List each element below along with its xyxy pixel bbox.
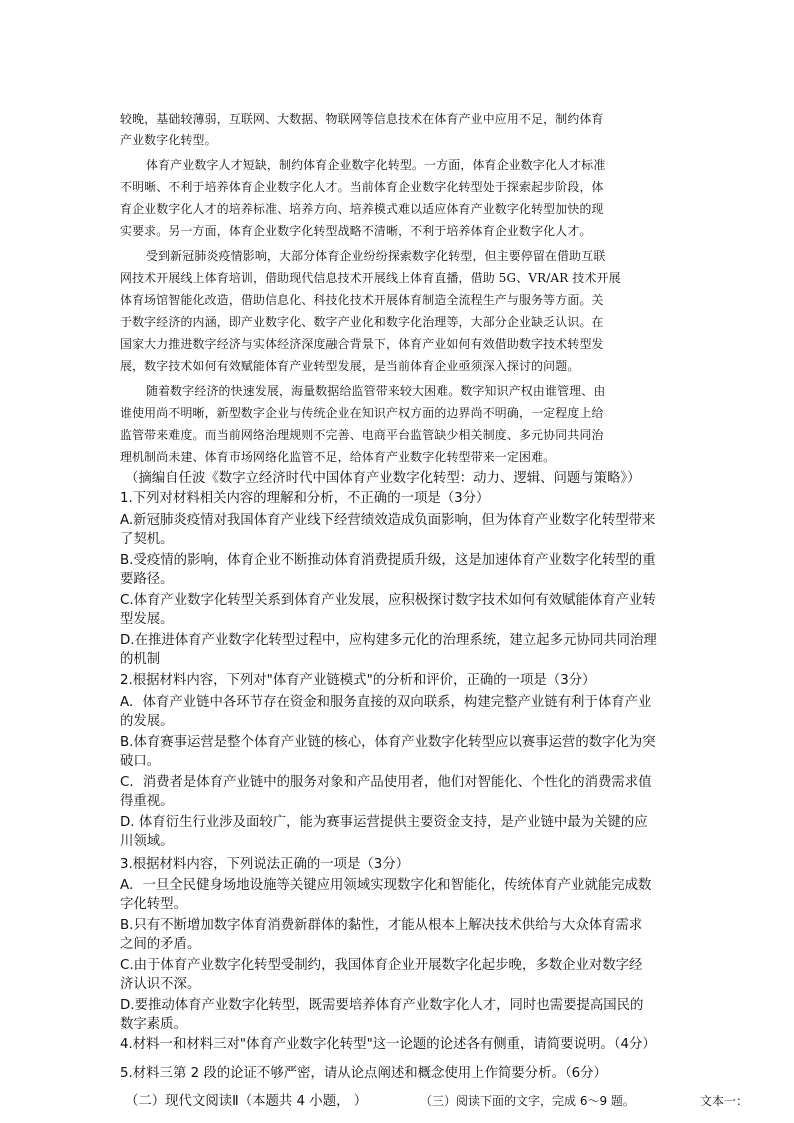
passage-line: 监管带来难度。而当前网络治理规则不完善、电商平台监管缺少相关制度、多元协同共同治 [120, 428, 604, 442]
question-2-option-a: 的发展。 [120, 714, 174, 729]
question-2-option-d: D. 体育衍生行业涉及面较广，能为赛事运营提供主要资金支持，是产业链中最为关键的应 [120, 815, 648, 830]
question-2-stem: 2.根据材料内容，下列对"体育产业链模式"的分析和评价，正确的一项是（3分） [120, 673, 596, 688]
passage-line: 体育场馆智能化改造，借助信息化、科技化技术开展体育制造全流程生产与服务等方面。关 [120, 293, 604, 307]
question-3-option-b: B.只有不断增加数字体育消费新群体的黏性，才能从根本上解决技术供给与大众体育需求 [120, 918, 643, 933]
passage-line: 产业数字化转型。 [120, 133, 217, 147]
question-1-option-b: 要路径。 [120, 572, 174, 587]
question-2-option-b: B.体育赛事运营是整个体育产业链的核心，体育产业数字化转型应以赛事运营的数字化为突 [120, 735, 656, 750]
source-citation: （摘编自任波《数字立经济时代中国体育产业数字化转型：动力、逻辑、问题与策略》） [125, 471, 641, 486]
question-3-option-c: C.由于体育产业数字化转型受制约，我国体育企业开展数字化起步晚，多数企业对数字经 [120, 958, 643, 973]
passage-line: 不明晰、不利于培养体育企业数字化人才。当前体育企业数字化转型处于探索起步阶段，体 [120, 180, 604, 194]
question-1-option-a: A.新冠肺炎疫情对我国体育产业线下经营绩效造成负面影响，但为体育产业数字化转型带来 [120, 513, 656, 528]
passage-line: 国家大力推进数字经济与实体经济深度融合背景下，体育产业如何有效借助数字技术转型发 [120, 337, 604, 351]
question-2-option-b: 破口。 [120, 754, 161, 769]
question-1-stem: 1.下列对材料相关内容的理解和分析，不正确的一项是（3分） [120, 491, 490, 506]
passage-line: 理机制尚未建、体育市场网络化监管不足，给体育产业数字化转型带来一定困难。 [120, 450, 556, 464]
question-2-option-d: 川领域。 [120, 834, 174, 849]
question-2-option-a: A．体育产业链中各环节存在资金和服务直接的双向联系，构建完整产业链有利于体育产业 [120, 695, 652, 710]
section-2-heading: （二）现代文阅读Ⅱ（本题共 4 小题， ） [125, 1094, 368, 1109]
question-3-option-d: D.要推动体育产业数字化转型，既需要培养体育产业数字化人才，同时也需要提高国民的 [120, 998, 644, 1013]
question-3-option-c: 济认识不深。 [120, 977, 201, 992]
question-3-option-b: 之间的矛盾。 [120, 937, 201, 952]
passage-line: 谁使用尚不明晰，新型数字企业与传统企业在知识产权方面的边界尚不明确，一定程度上给 [120, 406, 604, 420]
passage-line: 于数字经济的内涵，即产业数字化、数字产业化和数字化治理等，大部分企业缺乏认识。在 [120, 315, 604, 329]
question-1-option-d: 的机制 [120, 652, 161, 667]
question-1-option-a: 了契机。 [120, 532, 174, 547]
passage-line: 网技术开展线上体育培训，借助现代信息技术开展线上体育直播，借助 5G、VR/AR 技术开展 [120, 271, 621, 285]
question-3-option-a: A．一旦全民健身场地设施等关键应用领域实现数字化和智能化，传统体育产业就能完成数 [120, 878, 652, 893]
question-1-option-d: D.在推进体育产业数字化转型过程中，应构建多元化的治理系统，建立起多元协同共同治理 [120, 633, 657, 648]
question-1-option-c: 型发展。 [120, 612, 174, 627]
question-4: 4.材料一和材料三对"体育产业数字化转型"这一论题的论述各有侧重，请简要说明。（4分） [120, 1037, 656, 1052]
text-one-label: 文本一： [700, 1094, 749, 1108]
question-3-stem: 3.根据材料内容，下列说法正确的一项是（3分） [120, 857, 410, 872]
passage-line: 育企业数字化人才的培养标准、培养方向、培养模式难以适应体育产业数字化转型加快的现 [120, 202, 604, 216]
passage-line: 实要求。另一方面，体育企业数字化转型战略不清晰，不利于培养体育企业数字化人才。 [120, 224, 592, 238]
passage-line: 受到新冠肺炎疫情影响，大部分体育企业纷纷探索数字化转型，但主要停留在借助互联 [146, 249, 606, 263]
question-2-option-c: 得重视。 [120, 794, 174, 809]
question-3-option-d: 数字素质。 [120, 1017, 187, 1032]
passage-line: 随着数字经济的快速发展，海量数据给监管带来较大困难。数字知识产权由谁管理、由 [146, 384, 606, 398]
question-5: 5.材料三第 2 段的论证不够严密，请从论点阐述和概念使用上作简要分析。（6分） [120, 1066, 607, 1081]
question-1-option-c: C.体育产业数字化转型关系到体育产业发展，应积极探讨数字技术如何有效赋能体育产业转 [120, 593, 656, 608]
question-2-option-c: C．消费者是体育产业链中的服务对象和产品使用者，他们对智能化、个性化的消费需求值 [120, 775, 652, 790]
section-3-heading: （三）阅读下面的文字，完成 6～9 题。 [420, 1094, 635, 1108]
question-3-option-a: 字化转型。 [120, 897, 187, 912]
passage-line: 较晚，基础较薄弱，互联网、大数据、物联网等信息技术在体育产业中应用不足，制约体育 [120, 112, 604, 126]
passage-line: 体育产业数字人才短缺，制约体育企业数字化转型。一方面，体育企业数字化人才标准 [146, 158, 606, 172]
question-1-option-b: B.受疫情的影响，体育企业不断推动体育消费提质升级，这是加速体育产业数字化转型的重 [120, 553, 656, 568]
passage-line: 展，数字技术如何有效赋能体育产业转型发展，是当前体育企业亟须深入探讨的问题。 [120, 359, 580, 373]
